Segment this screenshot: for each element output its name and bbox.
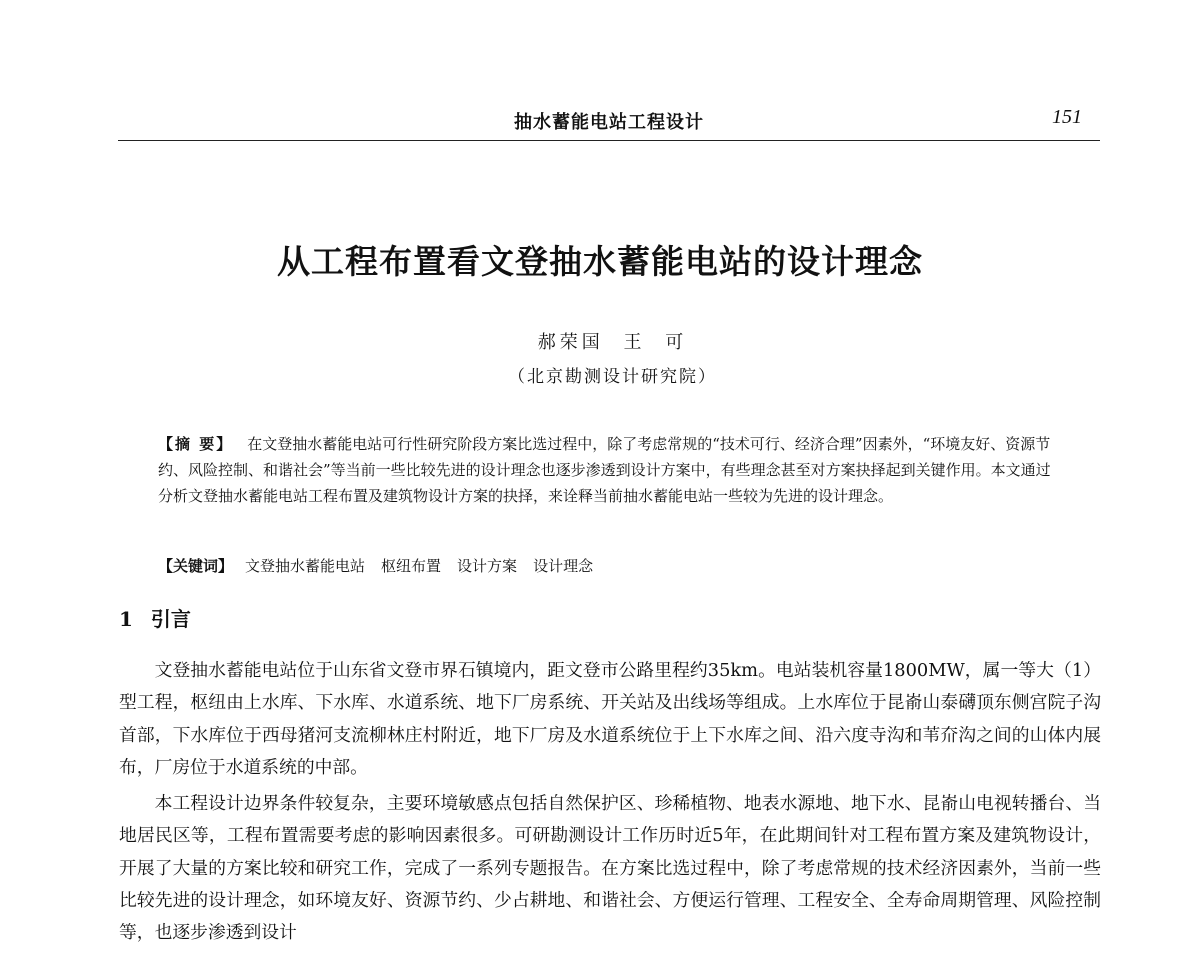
abstract-text: 在文登抽水蓄能电站可行性研究阶段方案比选过程中，除了考虑常规的“技术可行、经济合理”因素外，“环境友好、资源节约、风险控制、和谐社会”等当前一些比较先进的设计理念也逐步渗透到设计方案中，有些理念甚至对方案抉择起到关键作用。本文通过分析文登抽水蓄能电站工程布置及建筑物设计方案的抉择，来诠释当前抽水蓄能电站一些较为先进的设计理念。 [158,435,1051,505]
body-paragraph: 文登抽水蓄能电站位于山东省文登市界石镇境内，距文登市公路里程约35km。电站装机容量1800MW，属一等大（1）型工程，枢纽由上水库、下水库、水道系统、地下厂房系统、开关站及出线场等组成。上水库位于昆嵛山泰礴顶东侧宫院子沟首部，下水库位于西母猪河支流柳林庄村附近，地下厂房及水道系统位于上下水库之间、沿六度寺沟和苇夼沟之间的山体内展布，厂房位于水道系统的中部。 [119,660,1101,778]
keyword: 文登抽水蓄能电站 [245,557,366,575]
section-title: 引言 [150,607,191,631]
section-heading [119,603,191,632]
section-number: 1 [119,607,133,631]
keyword: 枢纽布置 [381,557,442,575]
author-affiliation: （北京勘测设计研究院） [508,367,717,387]
keywords [158,553,1064,579]
body-text [119,655,1101,954]
journal-title: 抽水蓄能电站工程设计 [514,112,704,133]
abstract [158,431,1064,509]
running-header [118,100,1100,141]
keyword: 设计理念 [533,557,594,575]
keyword: 设计方案 [457,557,518,575]
page-number: 151 [1052,106,1082,128]
article-authors: 郝荣国 王 可 [537,332,688,353]
keywords-label: 【关键词】 [158,557,234,575]
body-paragraph: 本工程设计边界条件较复杂，主要环境敏感点包括自然保护区、珍稀植物、地表水源地、地下水、昆嵛山电视转播台、当地居民区等，工程布置需要考虑的影响因素很多。可研勘测设计工作历时近5年，在此期间针对工程布置方案及建筑物设计，开展了大量的方案比较和研究工作，完成了一系列专题报告。在方案比选过程中，除了考虑常规的技术经济因素外，当前一些比较先进的设计理念，如环境友好、资源节约、少占耕地、和谐社会、方便运行管理、工程安全、全寿命周期管理、风险控制等，也逐步渗透到设计 [119,793,1101,944]
article-title: 从工程布置看文登抽水蓄能电站的设计理念 [277,242,923,281]
abstract-label: 【摘 要】 [158,435,234,453]
